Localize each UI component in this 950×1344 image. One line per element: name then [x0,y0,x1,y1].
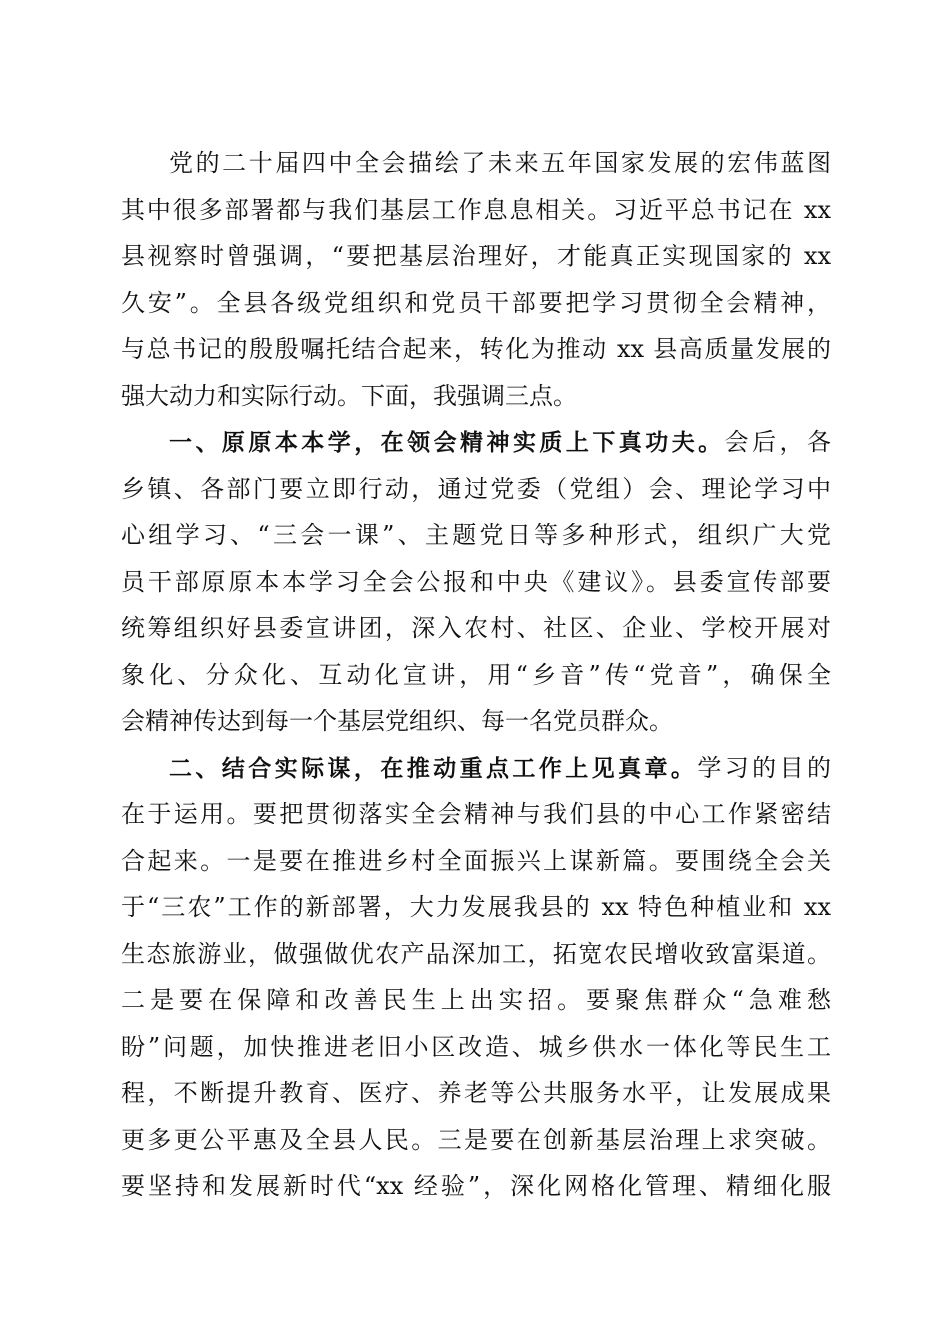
text-line: 更多更公平惠及全县人民。三是要在创新基层治理上求突破。 [121,1125,831,1154]
paragraph-point-one [121,419,831,745]
text-line: 久安”。全县各级党组织和党员干部要把学习贯彻全会精神， [121,288,831,317]
text-line: 合起来。一是要在推进乡村全面振兴上谋新篇。要围绕全会关 [121,846,831,875]
paragraph-point-two [121,745,831,1210]
text-fragment: 会后，各 [724,428,831,456]
text-line: 盼”问题，加快推进老旧小区改造、城乡供水一体化等民生工 [121,1032,831,1061]
text-line: 会精神传达到每一个基层党组织、每一名党员群众。 [121,707,673,735]
text-line: 党的二十届四中全会描绘了未来五年国家发展的宏伟蓝图 [169,149,831,177]
text-line: 员干部原原本本学习全会公报和中央《建议》。县委宣传部要 [121,567,831,596]
text-line: 二是要在保障和改善民生上出实招。要聚焦群众“急难愁 [121,986,831,1014]
text-line: 与总书记的殷殷嘱托结合起来，转化为推动 xx 县高质量发展的 [121,335,831,363]
text-line: 程，不断提升教育、医疗、养老等公共服务水平，让发展成果 [121,1079,831,1107]
document-body [121,140,831,1210]
text-fragment: 学习的目的 [697,753,832,782]
section-heading-two: 二、结合实际谋，在推动重点工作上见真章。 [169,755,698,782]
text-line: 县视察时曾强调，“要把基层治理好，才能真正实现国家的 xx [121,242,831,270]
text-line: 象化、分众化、互动化宣讲，用“乡音”传“党音”，确保全 [121,660,831,689]
text-line: 于“三农”工作的新部署，大力发展我县的 xx 特色种植业和 xx [121,893,831,921]
paragraph-intro [121,140,831,419]
text-line [121,419,831,466]
section-heading-one: 一、原原本本学，在领会精神实质上下真功夫。 [169,430,725,456]
text-line: 乡镇、各部门要立即行动，通过党委（党组）会、理论学习中 [121,474,831,503]
text-line: 要坚持和发展新时代“xx 经验”，深化网格化管理、精细化服 [121,1172,831,1200]
text-line: 在于运用。要把贯彻落实全会精神与我们县的中心工作紧密结 [121,800,831,828]
text-line: 其中很多部署都与我们基层工作息息相关。习近平总书记在 xx [121,195,831,224]
text-line [121,745,831,792]
text-line: 心组学习、“三会一课”、主题党日等多种形式，组织广大党 [121,521,831,549]
text-line: 统筹组织好县委宣讲团，深入农村、社区、企业、学校开展对 [121,614,831,642]
text-line: 强大动力和实际行动。下面，我强调三点。 [121,381,577,410]
text-line: 生态旅游业，做强做优农产品深加工，拓宽农民增收致富渠道。 [121,939,831,968]
